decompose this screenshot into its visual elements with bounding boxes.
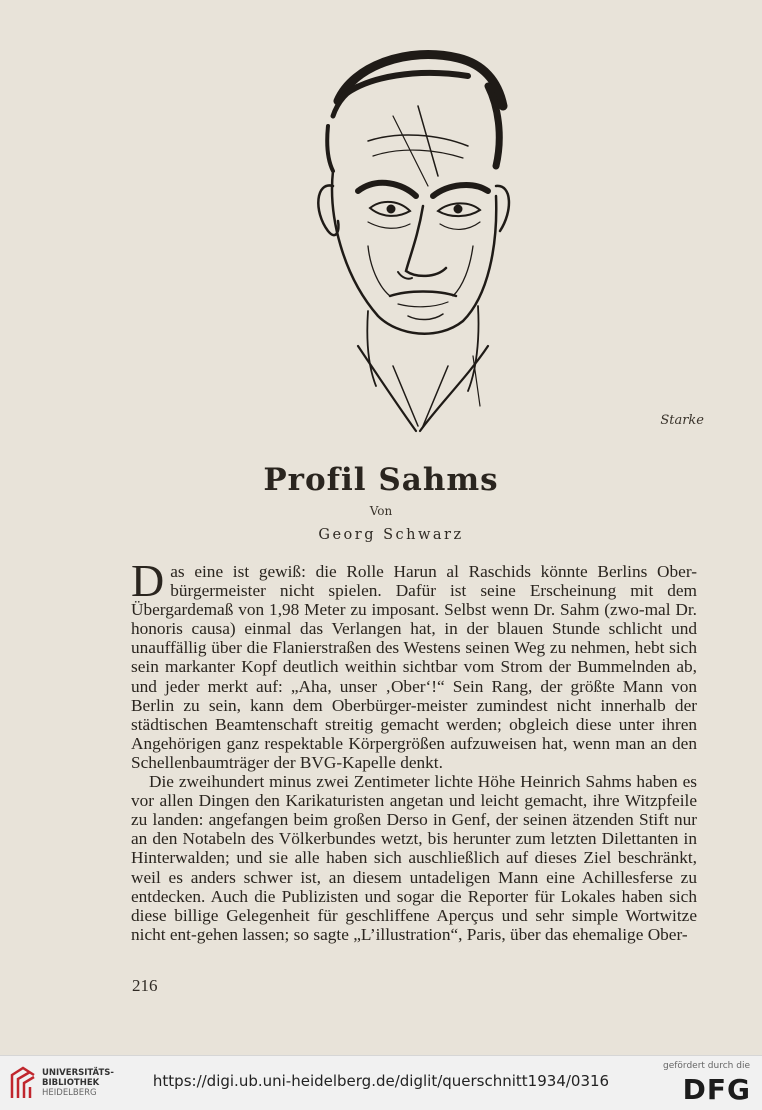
portrait-illustration xyxy=(298,46,528,441)
page-number: 216 xyxy=(132,976,158,995)
illustration-caption: Starke xyxy=(660,413,704,428)
funded-by-label: gefördert durch die xyxy=(663,1061,750,1071)
byline-prefix: Von xyxy=(369,504,393,518)
paragraph-2: Die zweihundert minus zwei Zentimeter lichte Höhe Heinrich Sahms haben es vor allen Dingen den Karikaturisten angetan und leicht gemacht, ihre Witzpfeile zu landen: angefangen beim großen Derso in Genf, der seinen ätzenden Stift nur an den Notabeln des Völkerbundes wetzt, bis herunter zum letzten Dilettanten in Hinterwalden; und sie alle haben sich auschließlich auf dieses Ziel beschränkt, weil es anders schwer ist, an diesem untadeligen Mann eine Achillesferse zu entdecken. Auch die Publizisten und sogar die Reporter für Lokales haben sich diese billige Gelegenheit für geschliffene Aperçus und sehr simple Wortwitze nicht ent-gehen lassen; so sagte „L’illustration“, Paris, über das ehemalige Ober- xyxy=(131,772,697,944)
paragraph-1-text: as eine ist gewiß: die Rolle Harun al Raschids könnte Berlins Ober-bürgermeister nicht spielen. Dafür ist seine Erscheinung mit dem Übergardemaß von 1,98 Meter zu imposant. Selbst wenn Dr. Sahm (zwo-mal Dr. honoris causa) einmal das Verlangen hat, in der blauen Stunde schlicht und unauffällig über die Flanierstraßen des Westens seinen Weg zu nehmen, hebt sich sein markanter Kopf deutlich weithin sichtbar vom Strom der Bummelnden ab, und jeder merkt auf: „Aha, unser ‚Ober‘!“ Sein Rang, der größte Mann von Berlin zu sein, kann dem Oberbürger-meister zumindest nicht innerhalb der städtischen Beamtenschaft streitig gemacht werden; obgleich diese unter ihren Angehörigen ganz respektable Körpergrößen aufzuweisen hat, wenn man an den Schellenbaumträger der BVG-Kapelle denkt. xyxy=(131,562,697,772)
library-name-line3: HEIDELBERG xyxy=(42,1088,97,1098)
library-name-line2: BIBLIOTHEK xyxy=(42,1078,100,1088)
paragraph-1 xyxy=(131,555,697,772)
article-body xyxy=(131,555,697,944)
author-name: Georg Schwarz xyxy=(318,527,464,543)
article-title: Profil Sahms xyxy=(263,462,499,498)
drop-cap: D xyxy=(131,555,165,606)
permalink-url[interactable]: https://digi.ub.uni-heidelberg.de/diglit/querschnitt1934/0316 xyxy=(152,1072,610,1090)
viewer-footer xyxy=(0,1055,762,1110)
library-name-line1: UNIVERSITÄTS- xyxy=(42,1068,114,1078)
dfg-logo: DFG xyxy=(682,1073,751,1106)
